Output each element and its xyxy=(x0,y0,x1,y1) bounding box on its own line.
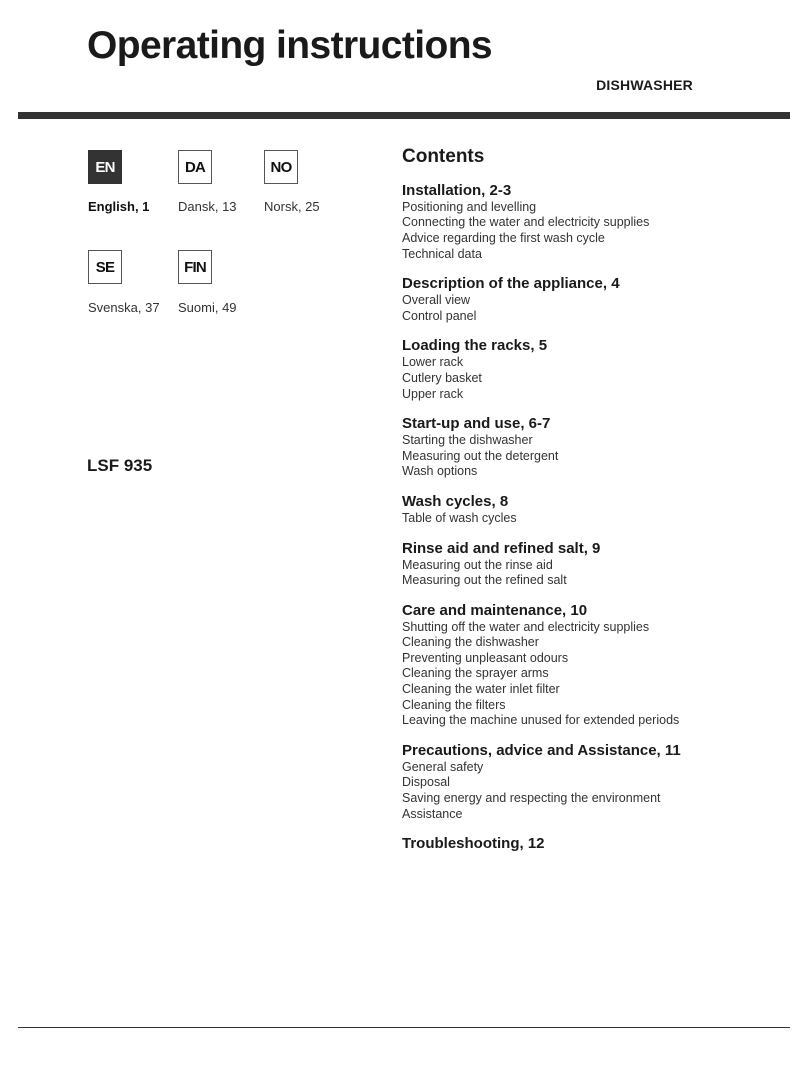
toc-item[interactable]: Technical data xyxy=(402,246,482,261)
toc-section xyxy=(402,835,792,853)
toc-item[interactable]: Measuring out the refined salt xyxy=(402,573,567,588)
toc-section-title[interactable]: Start-up and use, 6-7 xyxy=(402,415,551,433)
toc-item[interactable]: Cleaning the sprayer arms xyxy=(402,666,549,681)
toc-section-title[interactable]: Wash cycles, 8 xyxy=(402,492,509,510)
toc-item[interactable]: Advice regarding the first wash cycle xyxy=(402,230,605,245)
lang-label-se[interactable]: Svenska, 37 xyxy=(88,300,160,315)
lang-label-no[interactable]: Norsk, 25 xyxy=(264,199,320,214)
lang-box-en[interactable]: EN xyxy=(88,150,122,184)
toc-item[interactable]: Measuring out the detergent xyxy=(402,448,559,463)
toc-section xyxy=(402,182,792,262)
toc-item[interactable]: Table of wash cycles xyxy=(402,510,517,525)
toc-section-title[interactable]: Care and maintenance, 10 xyxy=(402,601,588,619)
lang-label-en[interactable]: English, 1 xyxy=(88,199,150,214)
lang-box-fin[interactable]: FIN xyxy=(178,250,212,284)
toc-section-title[interactable]: Installation, 2-3 xyxy=(402,181,512,199)
toc-item[interactable]: Cutlery basket xyxy=(402,370,482,385)
toc-section-title[interactable]: Rinse aid and refined salt, 9 xyxy=(402,539,601,557)
toc-item[interactable]: Starting the dishwasher xyxy=(402,433,533,448)
page-title: Operating instructions xyxy=(87,24,493,67)
lang-box-se[interactable]: SE xyxy=(88,250,122,284)
toc-item[interactable]: Cleaning the dishwasher xyxy=(402,635,539,650)
bottom-divider xyxy=(18,1027,790,1028)
toc-item[interactable]: Positioning and levelling xyxy=(402,199,537,214)
contents-sections xyxy=(402,182,792,853)
toc-section xyxy=(402,742,792,822)
lang-label-da[interactable]: Dansk, 13 xyxy=(178,199,237,214)
toc-item[interactable]: Saving energy and respecting the environment xyxy=(402,791,661,806)
toc-item[interactable]: Control panel xyxy=(402,308,477,323)
toc-item[interactable]: Connecting the water and electricity supplies xyxy=(402,215,650,230)
lang-label-fin[interactable]: Suomi, 49 xyxy=(178,300,237,315)
toc-item[interactable]: Measuring out the rinse aid xyxy=(402,557,553,572)
toc-section-title[interactable]: Loading the racks, 5 xyxy=(402,337,548,355)
toc-section xyxy=(402,415,792,480)
lang-box-no[interactable]: NO xyxy=(264,150,298,184)
toc-item[interactable]: Overall view xyxy=(402,293,471,308)
toc-section xyxy=(402,540,792,589)
toc-section xyxy=(402,275,792,324)
top-divider xyxy=(18,112,790,119)
toc-item[interactable]: General safety xyxy=(402,759,484,774)
table-of-contents xyxy=(402,146,792,866)
toc-item[interactable]: Lower rack xyxy=(402,355,464,370)
toc-item[interactable]: Upper rack xyxy=(402,386,464,401)
contents-heading: Contents xyxy=(402,146,485,167)
toc-section xyxy=(402,602,792,729)
toc-item[interactable]: Assistance xyxy=(402,806,463,821)
toc-section-title[interactable]: Description of the appliance, 4 xyxy=(402,275,620,293)
toc-item[interactable]: Wash options xyxy=(402,464,478,479)
toc-section xyxy=(402,337,792,402)
toc-section-title[interactable]: Precautions, advice and Assistance, 11 xyxy=(402,741,681,759)
model-number: LSF 935 xyxy=(87,456,153,475)
toc-item[interactable]: Disposal xyxy=(402,775,450,790)
toc-section-title[interactable]: Troubleshooting, 12 xyxy=(402,835,545,853)
toc-section xyxy=(402,493,792,527)
toc-item[interactable]: Shutting off the water and electricity supplies xyxy=(402,619,650,634)
toc-item[interactable]: Cleaning the water inlet filter xyxy=(402,682,560,697)
lang-box-da[interactable]: DA xyxy=(178,150,212,184)
toc-item[interactable]: Leaving the machine unused for extended periods xyxy=(402,713,680,728)
product-type: DISHWASHER xyxy=(596,77,693,93)
toc-item[interactable]: Preventing unpleasant odours xyxy=(402,650,569,665)
toc-item[interactable]: Cleaning the filters xyxy=(402,697,506,712)
